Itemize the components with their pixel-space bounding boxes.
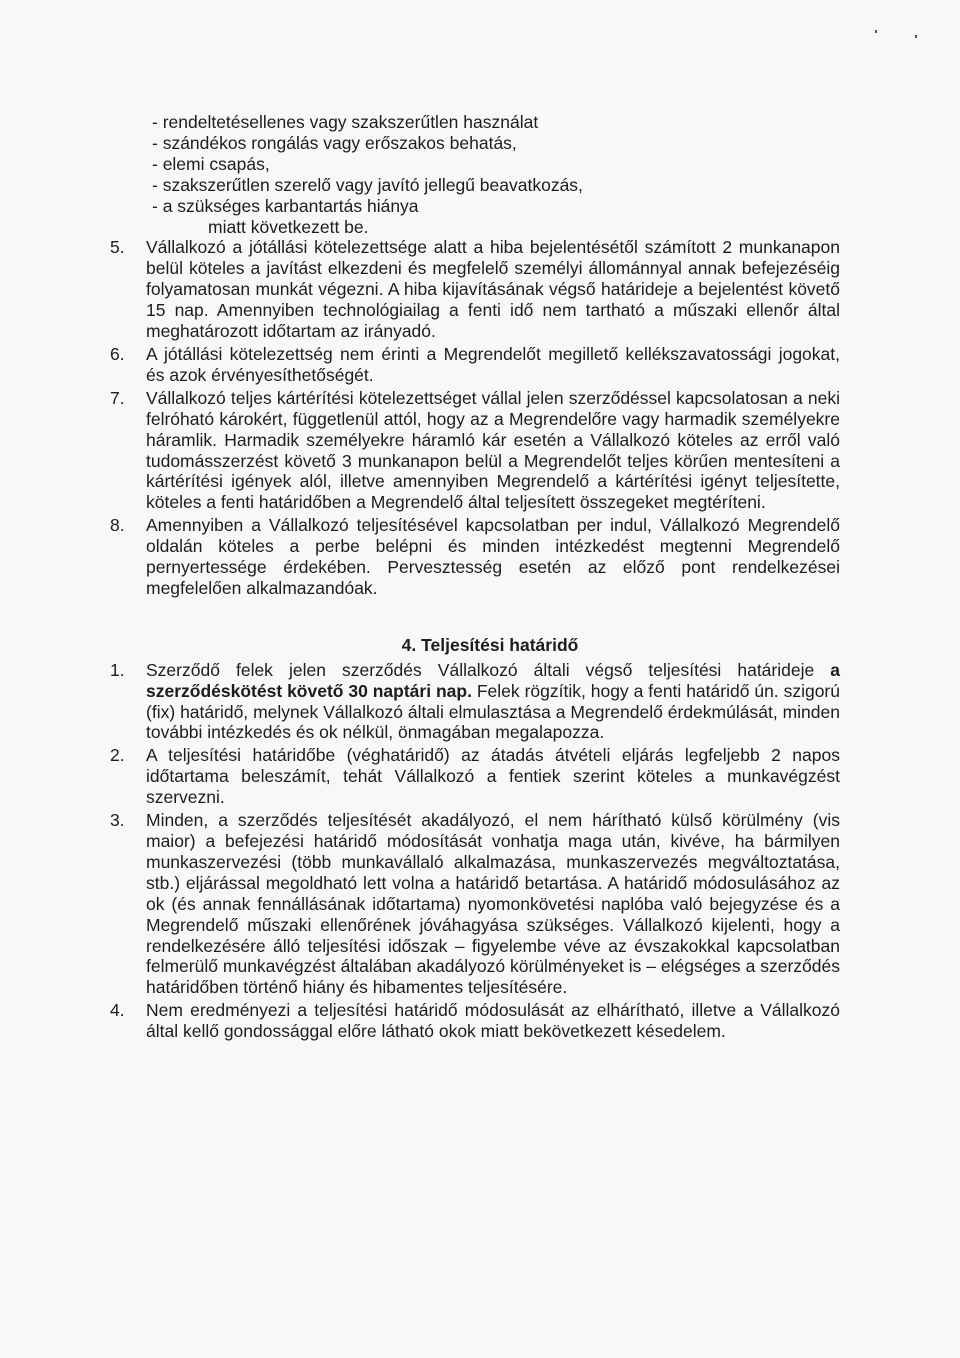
clause-text: Nem eredményezi a teljesítési határidő módosulását az elhárítható, illetve a Vállalkozó által kellő gondossággal előre látható okok miatt bekövetkezett késedelem. — [146, 1000, 840, 1042]
deadline-clauses — [110, 660, 840, 1042]
deadline-clause-3 — [110, 810, 840, 998]
deadline-clause-1 — [110, 660, 840, 744]
clause-number: 8. — [110, 515, 125, 536]
clause-text-part: Felek rögzítik, hogy a fenti határidő ún. szigorú (fix) határidő, melynek Vállalkozó általi elmulasztása a Megrendelő érdekmúlását, minden további intézkedés és ok nélkül, önmagában megalapozza. — [146, 680, 840, 743]
list-item: - szándékos rongálás vagy erőszakos behatás, — [152, 132, 517, 153]
list-item: - a szükséges karbantartás hiánya — [152, 195, 419, 216]
clause-8 — [110, 515, 840, 599]
list-item: - szakszerűtlen szerelő vagy javító jellegű beavatkozás, — [152, 174, 583, 195]
section-heading: 4. Teljesítési határidő — [401, 634, 579, 655]
clause-text: Minden, a szerződés teljesítését akadályozó, el nem hárítható külső körülmény (vis maior) a befejezési határidő módosítását vonhatja maga után, kivéve, ha bármilyen munkaszervezési (több munkavállaló alkalmazása, munkaszervezés megváltoztatása, stb.) eljárással megoldható lett volna a határidő betartása. A határidő módosulásához az ok (és annak fennállásának időtartama) nyomonkövetési naplóba való bejegyzése és a Megrendelő műszaki ellenőrének jóváhagyása szükséges. Vállalkozó kijelenti, hogy a rendelkezésére álló teljesítési időszak – figyelembe véve az évszakokkal kapcsolatban felmerülő munkavégzést általában akadályozó körülményeket is – elégséges a szerződés határidőben történő hiány és hibamentes teljesítésére. — [146, 810, 840, 998]
clause-text: A jótállási kötelezettség nem érinti a Megrendelőt megillető kellékszavatossági jogokat, és azok érvényesíthetőségét. — [146, 343, 840, 385]
deadline-clause-4 — [110, 1000, 840, 1042]
clause-number: 3. — [110, 810, 125, 831]
clause-7 — [110, 388, 840, 513]
clause-number: 7. — [110, 387, 125, 408]
clause-number: 6. — [110, 343, 125, 364]
list-item: - rendeltetésellenes vagy szakszerűtlen használat — [152, 112, 539, 132]
warranty-clauses — [110, 237, 840, 598]
clause-number: 2. — [110, 745, 125, 766]
clause-number: 4. — [110, 1000, 125, 1021]
clause-text: Amennyiben a Vállalkozó teljesítésével kapcsolatban per indul, Vállalkozó Megrendelő oldalán köteles a perbe belépni és minden intézkedést megtenni Megrendelő pernyertessége érdekében. Pervesztesség esetén az előző pont rendelkezései megfelelően alkalmazandóak. — [146, 515, 840, 598]
clause-number: 5. — [110, 237, 125, 258]
clause-text: Vállalkozó a jótállási kötelezettsége alatt a hiba bejelentésétől számított 2 munkanapon belül köteles a javítást elkezdeni és megfelelő személyi állománnyal annak befejezéséig folyamatosan munkát végezni. A hiba kijavításának végső határideje a bejelentést követő 15 nap. Amennyiben technológiailag a fenti idő nem tartható a műszaki ellenőr által meghatározott időtartam az irányadó. — [146, 237, 840, 342]
deadline-clause-2 — [110, 745, 840, 808]
list-continuation: miatt következett be. — [208, 216, 369, 237]
warranty-exclusion-list — [152, 112, 840, 237]
clause-6 — [110, 344, 840, 386]
clause-text: Vállalkozó teljes kártérítési kötelezettséget vállal jelen szerződéssel kapcsolatosan a neki felróható károkért, függetlenül attól, hogy az a Megrendelőre vagy harmadik személyekre háramlik. Harmadik személyekre háramló kár esetén a Vállalkozó köteles az erről való tudomásszerzést követő 3 munkanapon belül a Megrendelőt teljes körűen mentesíteni a kártérítési igények alól, illetve amennyiben Megrendelő a kártérítési igényt teljesítette, köteles a fenti határidőben a Megrendelő által teljesített összegeket megtéríteni. — [146, 387, 840, 513]
clause-text: A teljesítési határidőbe (véghatáridő) az átadás átvételi eljárás legfeljebb 2 napos időtartama beleszámít, tehát Vállalkozó a fentiek szerint köteles a munkavégzést szervezni. — [146, 745, 840, 808]
clause-text — [146, 660, 840, 744]
clause-5 — [110, 237, 840, 342]
scan-speck — [875, 30, 877, 33]
clause-number: 1. — [110, 659, 125, 680]
list-item: - elemi csapás, — [152, 153, 270, 174]
clause-text-part: Szerződő felek jelen szerződés Vállalkozó általi végső teljesítési határideje — [146, 659, 831, 680]
clause-text-emphasis: a szerződéskötést követő 30 naptári nap. — [146, 659, 840, 701]
scan-speck — [915, 35, 917, 38]
